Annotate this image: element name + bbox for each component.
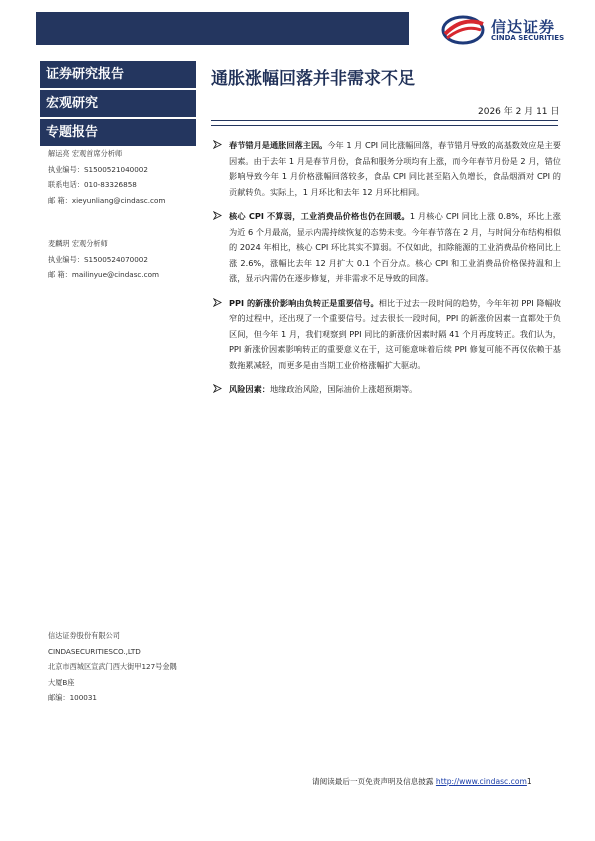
- header-bar: [36, 12, 409, 45]
- analyst-1: [48, 146, 165, 208]
- analyst-email: 邮 箱：xieyunliang@cindasc.com: [48, 195, 166, 205]
- point-text: 1 月核心 CPI 同比上涨 0.8%，环比上涨为近 6 个月最高，显示内需持续恢复的态势未变。今年春节落在 2 月，与时间分布结构相似的 2024 年相比，核心 CPI 环比其实不算弱。不仅如此，扣除能源的工业消费品价格同比上涨 2.6%，涨幅比去年 12 月扩大 0.1 个百分点。核心 CPI 和工业消费品价格保持温和上涨，显示内需仍在逐步修复，并非需求不足导致的回落。: [229, 211, 561, 283]
- cinda-logo: [441, 14, 581, 46]
- point-text: 相比于过去一段时间的趋势，今年年初 PPI 降幅收窄的过程中，还出现了一个重要信号。过去很长一段时间，PPI 的新涨价因素一直都处于负区间，但今年 1 月，我们观察到 PPI 同比的新涨价因素时隔 41 个月再度转正。我们认为，PPI 新涨价因素影响转正的重要意义在于，这可能意味着后续 PPI 修复可能不再仅依赖于基数拖累减轻，而更多是由当期工业价格涨幅扩大驱动。: [229, 297, 561, 370]
- point-text: 今年 1 月 CPI 同比涨幅回落，春节错月导致的高基数效应是主要因素。由于去年 1 月是春节月份，食品和服务分项均有上涨，而今年春节月份是 2 月，错位影响导致今年 1 月价格涨幅回落较多，食品 CPI 同比甚至陷入负增长，食品烟酒对 CPI 的贡献转负。实际上，1 月环比和去年 12 月环比相同。: [229, 140, 561, 197]
- point-lead: 核心 CPI 不算弱，工业消费品价格也仍在回暖。: [229, 211, 410, 221]
- analyst-name: 解运亮 宏观首席分析师: [48, 149, 123, 158]
- sidebar-label-macro: 宏观研究: [40, 90, 196, 117]
- company-postcode: 邮编：100031: [48, 693, 98, 702]
- point-text: 地缘政治风险，国际油价上涨超预期等。: [269, 384, 418, 394]
- footer-disclaimer: 请阅读最后一页免责声明及信息披露: [312, 777, 436, 786]
- divider: [211, 120, 558, 121]
- page-footer: [312, 776, 532, 787]
- logo-globe-icon: [441, 14, 487, 46]
- arrow-bullet-icon: [213, 298, 222, 307]
- logo-text-en: CINDA SECURITIES: [491, 34, 565, 42]
- summary-point: [213, 138, 561, 200]
- arrow-bullet-icon: [213, 140, 222, 149]
- company-address: 北京市西城区宣武门西大街甲127号金隅: [48, 662, 177, 671]
- company-address-cont: 大厦B座: [48, 677, 75, 687]
- summary-points: [213, 138, 561, 407]
- divider: [211, 125, 558, 126]
- logo-text-cn: 信达证券: [491, 18, 556, 36]
- analyst-phone: 联系电话：010-83326858: [48, 180, 137, 189]
- analyst-name: 麦麟玥 宏观分析师: [48, 239, 108, 248]
- sidebar-label-report-type: 证券研究报告: [40, 61, 196, 88]
- company-name-en: CINDASECURITIESCO.,LTD: [48, 646, 141, 656]
- arrow-bullet-icon: [213, 211, 222, 220]
- summary-point: [213, 382, 561, 398]
- company-info: [48, 628, 198, 706]
- analyst-2: [48, 236, 159, 283]
- arrow-bullet-icon: [213, 384, 222, 393]
- company-name-cn: 信达证券股份有限公司: [48, 631, 120, 640]
- website-link[interactable]: http://www.cindasc.com: [435, 777, 527, 786]
- summary-point: [213, 296, 561, 374]
- page-title: 通胀涨幅回落并非需求不足: [211, 69, 415, 89]
- point-lead: 风险因素：: [229, 384, 270, 394]
- point-lead: PPI 的新涨价影响由负转正是重要信号。: [229, 297, 379, 308]
- summary-point: [213, 209, 561, 287]
- analyst-license: 执业编号：S1500521040002: [48, 164, 148, 174]
- analyst-license: 执业编号：S1500524070002: [48, 254, 148, 264]
- report-date: 2026 年 2 月 11 日: [478, 107, 560, 117]
- page-number: 1: [526, 777, 532, 786]
- sidebar-label-topic: 专题报告: [40, 119, 196, 146]
- analyst-email: 邮 箱：mailinyue@cindasc.com: [48, 270, 160, 279]
- point-lead: 春节错月是通胀回落主因。: [229, 140, 328, 150]
